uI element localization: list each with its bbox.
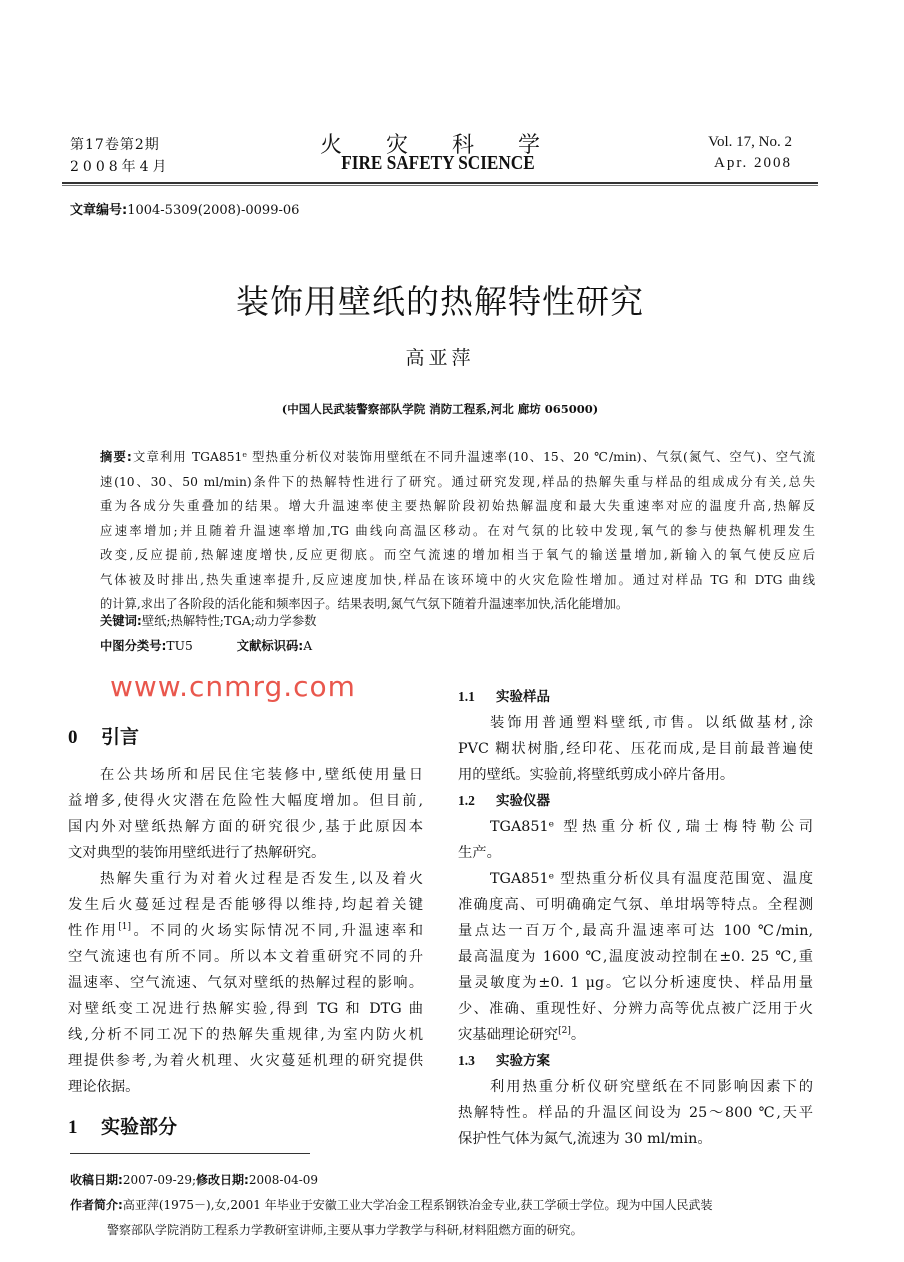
paragraph-line bbox=[490, 814, 813, 840]
paper-title: 装饰用壁纸的热解特性研究 bbox=[236, 282, 644, 321]
abstract-line bbox=[100, 545, 815, 565]
text: TGA851ᵉ 型热重分析仪,瑞士梅特勒公司 bbox=[490, 819, 813, 835]
abstract-line bbox=[100, 472, 815, 492]
date-en: Apr. 2008 bbox=[714, 155, 792, 171]
paragraph-line bbox=[458, 840, 813, 866]
text: 在公共场所和居民住宅装修中,壁纸使用量日 bbox=[100, 767, 423, 783]
doc-code-label: 文献标识码: bbox=[236, 639, 304, 653]
abstract-text: 应速率增加;并且随着升温速率增加,TG 曲线向高温区移动。在对气氛的比较中发现,氧气的参与使热解机理发生 bbox=[100, 523, 815, 538]
text: 。 bbox=[570, 1027, 586, 1043]
text: 保护性气体为氮气,流速为 30 ml/min。 bbox=[458, 1131, 712, 1147]
abstract-line bbox=[100, 570, 815, 590]
paragraph-line bbox=[458, 892, 813, 918]
article-number-label: 文章编号: bbox=[70, 203, 128, 218]
section-heading-title: 引言 bbox=[101, 726, 140, 748]
volume-issue-cn: 第17卷第2期 bbox=[70, 137, 160, 153]
paragraph-line bbox=[458, 762, 813, 788]
paragraph-line bbox=[458, 1100, 813, 1126]
clc-value: TU5 bbox=[166, 639, 193, 653]
text: 少、准确、重现性好、分辨力高等优点被广泛用于火 bbox=[458, 1001, 813, 1017]
text: 益增多,使得火灾潜在危险性大幅度增加。但目前, bbox=[68, 793, 423, 809]
text: 。不同的火场实际情况不同,升温速率和 bbox=[131, 923, 424, 939]
received-date bbox=[70, 1171, 318, 1188]
paragraph-line bbox=[68, 814, 423, 840]
paragraph-line bbox=[68, 840, 423, 866]
paragraph-line bbox=[458, 1126, 813, 1152]
abstract-line bbox=[100, 447, 815, 467]
article-number-value: 1004-5309(2008)-0099-06 bbox=[127, 203, 300, 218]
text: 空气流速也有所不同。所以本文着重研究不同的升 bbox=[68, 949, 423, 965]
paragraph-line bbox=[68, 918, 423, 944]
watermark: www.cnmrg.com bbox=[110, 670, 356, 703]
revised-value: 2008-04-09 bbox=[248, 1173, 319, 1187]
classification bbox=[100, 636, 815, 656]
article-number bbox=[70, 199, 299, 218]
text: 量灵敏度为±0. 1 μg。它以分析速度快、样品用量 bbox=[458, 975, 813, 991]
citation-ref: [2] bbox=[558, 1026, 571, 1037]
journal-title-en: FIRE SAFETY SCIENCE bbox=[341, 152, 535, 174]
subsection-heading-number: 1.2 bbox=[458, 793, 475, 808]
paragraph-line bbox=[68, 996, 423, 1022]
doc-code-value: A bbox=[303, 639, 313, 653]
section-heading-number: 0 bbox=[68, 727, 78, 748]
abstract-text: 改变,反应提前,热解速度增快,反应更彻底。而空气流速的增加相当于氧气的输送量增加,新输入的氧气使反应后 bbox=[100, 548, 815, 562]
subsection-heading-number: 1.1 bbox=[458, 689, 475, 704]
author-name: 高亚萍 bbox=[405, 347, 475, 369]
paragraph-line bbox=[490, 866, 813, 892]
abstract-text: 重为各成分失重叠加的结果。增大升温速率使主要热解阶段初始热解温度和最大失重速率对应的温度升高,热解反 bbox=[100, 499, 815, 513]
keywords-label: 关键词: bbox=[100, 614, 142, 628]
paragraph-line bbox=[490, 1074, 813, 1100]
text: TGA851ᵉ 型热重分析仪具有温度范围宽、温度 bbox=[490, 871, 813, 887]
paragraph-line bbox=[68, 970, 423, 996]
received-value: 2007-09-29; bbox=[122, 1173, 197, 1187]
clc-label: 中图分类号: bbox=[100, 639, 167, 653]
footnote-rule bbox=[70, 1153, 310, 1154]
revised-label: 修改日期: bbox=[196, 1173, 249, 1187]
text: 热解失重行为对着火过程是否发生,以及着火 bbox=[100, 871, 423, 887]
text: 文对典型的装饰用壁纸进行了热解研究。 bbox=[68, 845, 326, 861]
abstract-text: 气体被及时排出,热失重速率提升,反应速度加快,样品在该环境中的火灾危险性增加。通过对样品 TG 和 DTG 曲线 bbox=[100, 572, 815, 587]
paragraph-line bbox=[458, 944, 813, 970]
abstract-line bbox=[100, 521, 815, 541]
text: 性作用 bbox=[68, 923, 119, 939]
subsection-heading bbox=[458, 684, 813, 710]
bio-label: 作者简介: bbox=[70, 1198, 123, 1212]
paragraph-line bbox=[458, 736, 813, 762]
text: 用的壁纸。实验前,将壁纸剪成小碎片备用。 bbox=[458, 767, 735, 783]
date-cn: 2008年4月 bbox=[70, 159, 171, 175]
text: PVC 糊状树脂,经印花、压花而成,是目前最普遍使 bbox=[458, 741, 813, 757]
section-heading-title: 实验部分 bbox=[101, 1116, 178, 1138]
text: 利用热重分析仪研究壁纸在不同影响因素下的 bbox=[490, 1079, 813, 1095]
affiliation: (中国人民武装警察部队学院 消防工程系,河北 廊坊 065000) bbox=[281, 402, 599, 416]
abstract-line bbox=[100, 496, 815, 516]
text: 生产。 bbox=[458, 845, 501, 861]
text: 理论依据。 bbox=[68, 1079, 140, 1095]
abstract-text: 的计算,求出了各阶段的活化能和频率因子。结果表明,氮气气氛下随着升温速率加快,活化能增加。 bbox=[100, 597, 629, 611]
author-bio bbox=[70, 1196, 713, 1213]
text: 线,分析不同工况下的热解失重规律,为室内防火机 bbox=[68, 1027, 423, 1043]
text: 准确度高、可明确确定气氛、单坩埚等特点。全程测 bbox=[458, 897, 813, 913]
paragraph-line bbox=[68, 1074, 423, 1100]
abstract-text: 速(10、30、50 ml/min)条件下的热解特性进行了研究。通过研究发现,样品的热解失重与样品的组成成分有关,总失 bbox=[100, 474, 815, 489]
paragraph-line bbox=[68, 1022, 423, 1048]
section-heading bbox=[68, 724, 423, 750]
text: 装饰用普通塑料壁纸,市售。以纸做基材,涂 bbox=[490, 715, 813, 731]
text: 国内外对壁纸热解方面的研究很少,基于此原因本 bbox=[68, 819, 423, 835]
text: 灾基础理论研究 bbox=[458, 1027, 559, 1043]
abstract-label: 摘要: bbox=[100, 450, 132, 464]
paragraph-line bbox=[68, 892, 423, 918]
text: 温速率、空气流速、气氛对壁纸的热解过程的影响。 bbox=[68, 975, 423, 991]
received-label: 收稿日期: bbox=[70, 1173, 123, 1187]
header-rule bbox=[62, 182, 818, 186]
paragraph-line bbox=[68, 788, 423, 814]
text: 热解特性。样品的升温区间设为 25～800 ℃,天平 bbox=[458, 1105, 813, 1121]
subsection-heading-number: 1.3 bbox=[458, 1053, 475, 1068]
subsection-heading bbox=[458, 788, 813, 814]
section-heading bbox=[68, 1114, 423, 1140]
text: 对壁纸变工况进行热解实验,得到 TG 和 DTG 曲 bbox=[68, 1001, 423, 1017]
bio-line: 高亚萍(1975－),女,2001 年毕业于安徽工业大学冶金工程系钢铁冶金专业,获工学硕士学位。现为中国人民武装 bbox=[122, 1198, 713, 1212]
paragraph-line bbox=[458, 970, 813, 996]
author-bio-cont: 警察部队学院消防工程系力学教研室讲师,主要从事力学教学与科研,材料阻燃方面的研究。 bbox=[107, 1223, 583, 1237]
volume-issue-en: Vol. 17, No. 2 bbox=[708, 134, 792, 150]
keywords-value: 壁纸;热解特性;TGA;动力学参数 bbox=[141, 614, 317, 628]
paragraph-line bbox=[100, 762, 423, 788]
text: 发生后火蔓延过程是否能够得以维持,均起着关键 bbox=[68, 897, 423, 913]
journal-title-cn: 火灾科学 bbox=[320, 133, 540, 158]
paragraph-line bbox=[100, 866, 423, 892]
keywords bbox=[100, 611, 815, 631]
paragraph-line bbox=[458, 1022, 813, 1048]
text: 量点达一百万个,最高升温速率可达 100 ℃/min, bbox=[458, 923, 813, 939]
subsection-heading-title: 实验仪器 bbox=[496, 793, 550, 809]
abstract-text: 文章利用 TGA851ᵉ 型热重分析仪对装饰用壁纸在不同升温速率(10、15、20 ℃/min)、气氛(氮气、空气)、空气流 bbox=[131, 450, 815, 464]
paragraph-line bbox=[68, 944, 423, 970]
paragraph-line bbox=[458, 996, 813, 1022]
text: 理提供参考,为着火机理、火灾蔓延机理的研究提供 bbox=[68, 1053, 423, 1069]
text: 最高温度为 1600 ℃,温度波动控制在±0. 25 ℃,重 bbox=[458, 949, 813, 965]
paragraph-line bbox=[68, 1048, 423, 1074]
subsection-heading-title: 实验方案 bbox=[496, 1053, 550, 1069]
subsection-heading-title: 实验样品 bbox=[496, 689, 550, 705]
paragraph-line bbox=[490, 710, 813, 736]
section-heading-number: 1 bbox=[68, 1117, 78, 1138]
subsection-heading bbox=[458, 1048, 813, 1074]
paragraph-line bbox=[458, 918, 813, 944]
citation-ref: [1] bbox=[118, 922, 132, 933]
